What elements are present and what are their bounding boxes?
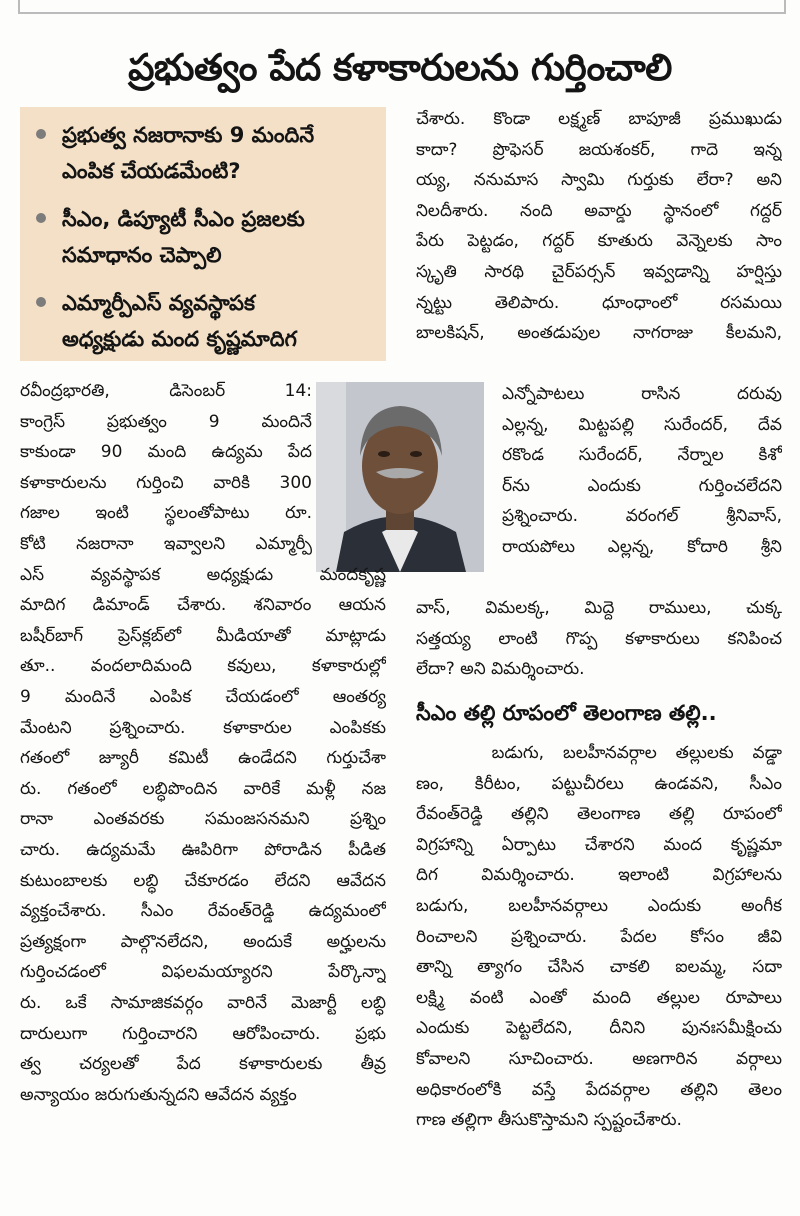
portrait-photo xyxy=(316,382,484,572)
text-line: లేదా? అని విమర్శించారు. xyxy=(416,659,585,680)
text-line: రేవంత్‌రెడ్డి తల్లిని తెలంగాణ తల్లి రూపంలో xyxy=(416,804,782,825)
right-column-section-text xyxy=(416,738,782,1136)
text-line: రకొండ సురేందర్, నేర్నాల కిశో xyxy=(502,445,782,466)
highlight-line: ప్రభుత్వ నజరానాకు 9 మందినే xyxy=(62,123,315,147)
text-line: ర్‌ను ఎందుకు గుర్తించలేదని xyxy=(502,475,782,496)
text-line: కళాకారులను గుర్తించి వారికి 300 xyxy=(20,472,312,493)
text-line: స్కృతి సారథి చైర్‌పర్సన్ ఇవ్వడాన్ని హర్షిస్తు xyxy=(416,261,782,282)
text-line: రు. ఒకే సామాజికవర్గం వారినే మెజార్టీ లబ్ధి xyxy=(20,992,386,1013)
text-line: అన్యాయం జరుగుతున్నదని ఆవేదన వ్యక్తం xyxy=(20,1084,297,1105)
text-line: 9 మందినే ఎంపిక చేయడంలో ఆంతర్య xyxy=(20,686,386,707)
highlight-item xyxy=(34,117,372,189)
text-line: చేశారు. కొండా లక్ష్మణ్ బాపూజీ ప్రముఖుడు xyxy=(416,109,782,129)
text-line: కోటి నజరానా ఇవ్వాలని ఎమ్మార్పీ xyxy=(20,533,312,554)
right-column-wrapped-text xyxy=(502,379,782,563)
text-line: ప్రశ్నించారు. వరంగల్ శ్రీనివాస్, xyxy=(502,506,782,527)
highlight-item xyxy=(34,201,372,273)
text-line: బాలకిషన్, అంతడుపుల నాగరాజు కీలమని, xyxy=(416,323,782,344)
left-column-text xyxy=(20,560,386,1111)
text-line: లక్ష్మి వంటి ఎంతో మంది తల్లుల రూపాలు xyxy=(416,987,782,1008)
text-line: ఎన్నోపాటలు రాసిన దరువు xyxy=(502,384,782,404)
text-line: బడుగు, బలహీనవర్గాలు ఎందుకు అంగీక xyxy=(416,895,782,916)
text-line: త్వ చర్యలతో పేద కళాకారులకు తీవ్ర xyxy=(20,1054,386,1075)
text-line: రించాలని ప్రశ్నించారు. పేదల కోసం జీవి xyxy=(416,926,782,947)
text-line: రాయపోలు ఎల్లన్న, కోదారి శ్రీని xyxy=(502,536,782,557)
portrait-illustration xyxy=(316,382,484,572)
text-line: దారులుగా గుర్తించారని ఆరోపించారు. ప్రభు xyxy=(20,1023,386,1044)
text-line: గతంలో జ్యూరీ కమిటీ ఉండేదని గుర్తుచేశా xyxy=(20,748,386,769)
bullet-icon xyxy=(36,129,46,139)
text-line: ఎస్ వ్యవస్థాపక అధ్యక్షుడు మందకృష్ణ xyxy=(20,564,386,585)
text-line: బషీర్‌బాగ్ ప్రెస్‌క్లబ్‌లో మీడియాతో మాట్లాడు xyxy=(20,625,386,646)
text-line: మేంటని ప్రశ్నించారు. కళాకారుల ఎంపికకు xyxy=(20,717,386,738)
text-line: ఎల్లన్న, మిట్టపల్లి సురేందర్, దేవ xyxy=(502,414,782,435)
text-line: కుటుంబాలకు లబ్ధి చేకూరడం లేదని ఆవేదన xyxy=(20,870,386,891)
text-line: ఎందుకు పెట్టలేదని, దీనిని పునఃసమీక్షించు xyxy=(416,1018,782,1039)
right-column-text-continued xyxy=(416,593,782,685)
bullet-icon xyxy=(36,297,46,307)
text-line: కాదా? ప్రొఫెసర్ జయశంకర్, గాదె ఇన్న xyxy=(416,139,782,160)
text-line: న్నట్టు తెలిపారు. ధూంధాంలో రసమయి xyxy=(416,292,782,313)
highlight-line: ఎమ్మార్పీఎస్ వ్యవస్థాపక xyxy=(62,291,255,315)
text-line: కాకుండా 90 మంది ఉద్యమ పేద xyxy=(20,442,312,463)
text-line: గజాల ఇంటి స్థలంతోపాటు రూ. xyxy=(20,503,312,524)
text-line: ణం, కిరీటం, పట్టుచీరలు ఉండవని, సీఎం xyxy=(416,773,782,794)
text-line: కోవాలని సూచించారు. అణగారిన వర్గాలు xyxy=(416,1048,782,1069)
highlight-item xyxy=(34,285,372,357)
highlight-line: సమాధానం చెప్పాలి xyxy=(62,243,222,267)
section-subheading: సీఎం తల్లి రూపంలో తెలంగాణ తల్లి.. xyxy=(416,701,717,725)
text-line: సత్తయ్య లాంటి గొప్ప కళాకారులు కనిపించ xyxy=(416,628,782,649)
top-border-rule xyxy=(18,0,786,14)
text-line: గుర్తించడంలో విఫలమయ్యారని పేర్కొన్నా xyxy=(20,962,386,983)
text-line: చారు. ఉద్యమమే ఊపిరిగా పోరాడిన పీడిత xyxy=(20,839,386,860)
text-line: వాస్, విమలక్క, మిద్దె రాములు, చుక్క xyxy=(416,598,782,618)
text-line: రవీంద్రభారతి, డిసెంబర్ 14: xyxy=(20,381,312,401)
text-line: రు. గతంలో లబ్ధిపొందిన వారికే మళ్లీ నజ xyxy=(20,778,386,799)
text-line: కాంగ్రెస్ ప్రభుత్వం 9 మందినే xyxy=(20,411,312,432)
text-line: విగ్రహాన్ని ఏర్పాటు చేశారని మంద కృష్ణమా xyxy=(416,834,782,855)
article-headline: ప్రభుత్వం పేద కళాకారులను గుర్తించాలి xyxy=(128,46,672,89)
text-line: అధికారంలోకి వస్తే పేదవర్గాల తల్లిని తెలం xyxy=(416,1079,782,1100)
text-line: గాణ తల్లిగా తీసుకొస్తామని స్పష్టంచేశారు. xyxy=(416,1110,682,1131)
text-line: తూ.. వందలాదిమంది కవులు, కళాకారుల్లో xyxy=(20,656,386,677)
text-line: బడుగు, బలహీనవర్గాల తల్లులకు వడ్డా xyxy=(416,743,782,763)
text-line: మాదిగ డిమాండ్ చేశారు. శనివారం ఆయన xyxy=(20,595,386,616)
highlight-line: ఎంపిక చేయడమేంటి? xyxy=(62,159,241,183)
text-line: ప్రత్యక్షంగా పాల్గొనలేదని, అందుకే అర్హులను xyxy=(20,931,386,952)
text-line: తాన్ని త్యాగం చేసిన చాకలి ఐలమ్మ, సదా xyxy=(416,957,782,978)
right-column-text xyxy=(416,104,782,349)
text-line: పేరు పెట్టడం, గద్దర్ కూతురు వెన్నెలకు సాం xyxy=(416,231,782,252)
text-line: వ్యక్తంచేశారు. సీఎం రేవంత్‌రెడ్డి ఉద్యమంలో xyxy=(20,901,386,922)
highlight-line: సీఎం, డిప్యూటీ సీఎం ప్రజలకు xyxy=(62,207,305,231)
text-line: దిగ విమర్శించారు. ఇలాంటి విగ్రహాలను xyxy=(416,865,782,886)
text-line: నిలదీశారు. నంది అవార్డు స్థానంలో గద్దర్ xyxy=(416,200,782,221)
text-line: రానా ఎంతవరకు సమంజసనమని ప్రశ్నిం xyxy=(20,809,386,830)
text-line: య్య, ననుమాస స్వామి గుర్తుకు లేరా? అని xyxy=(416,170,782,191)
bullet-icon xyxy=(36,213,46,223)
left-column-wrapped-text xyxy=(20,376,312,560)
highlights-box xyxy=(20,107,386,361)
highlight-line: అధ్యక్షుడు మంద కృష్ణమాదిగ xyxy=(62,327,297,351)
